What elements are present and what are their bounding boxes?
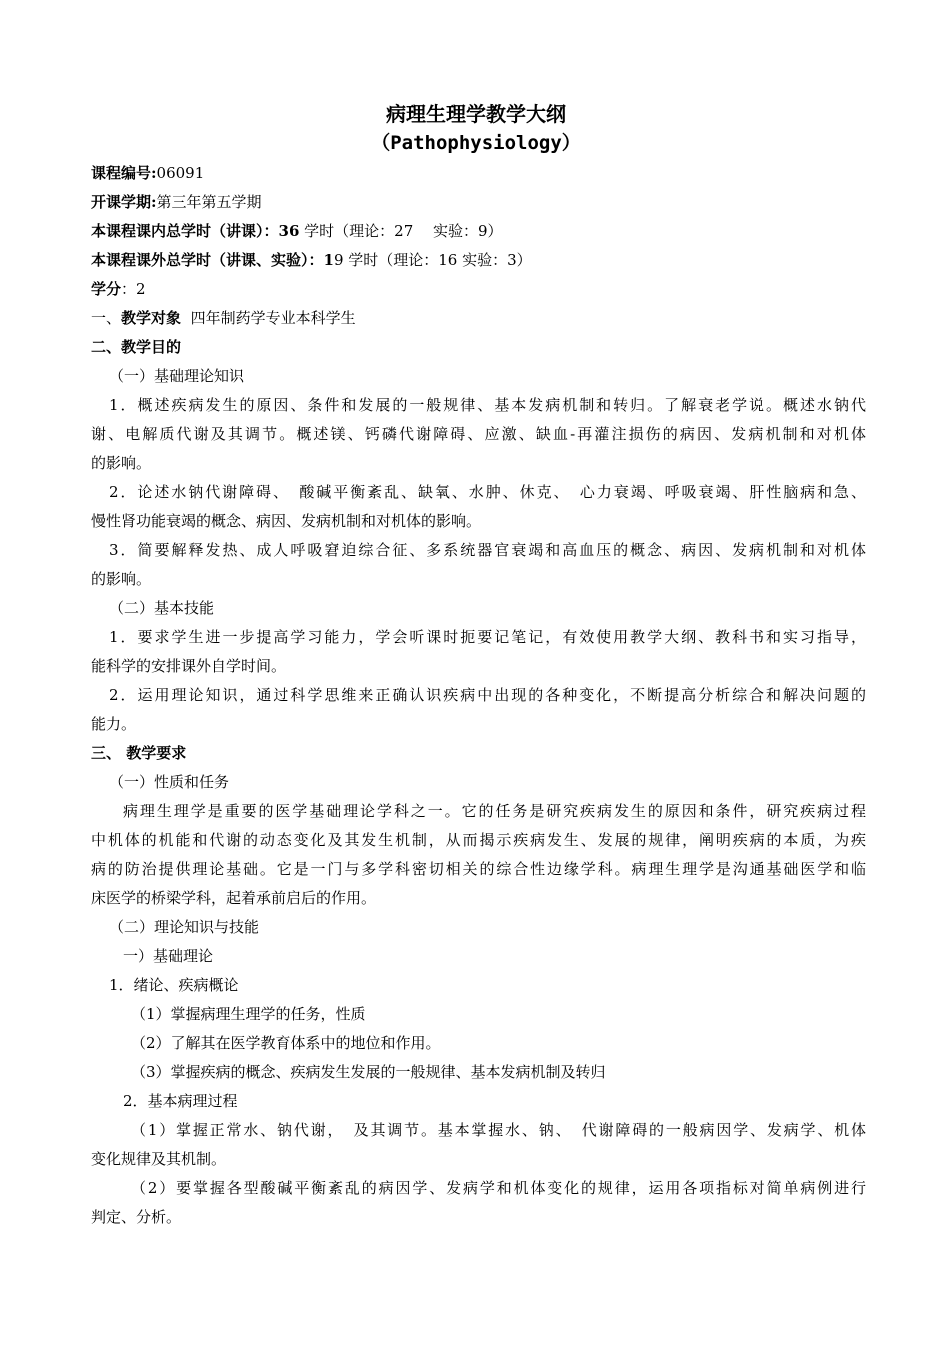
section-1-label: 教学对象 bbox=[121, 309, 182, 327]
list-item: （3）掌握疾病的概念、疾病发生发展的一般规律、基本发病机制及转归 bbox=[131, 1063, 606, 1081]
paragraph-line: 慢性肾功能衰竭的概念、病因、发病机制和对机体的影响。 bbox=[91, 512, 482, 530]
term-value: 第三年第五学期 bbox=[156, 193, 262, 211]
paragraph-line: 1．概述疾病发生的原因、条件和发展的一般规律、基本发病机制和转归。了解衰老学说。概述水钠代 bbox=[109, 396, 866, 414]
inclass-hours-line bbox=[91, 221, 866, 241]
course-code-value: 06091 bbox=[156, 164, 205, 182]
list-item: （2）要掌握各型酸碱平衡紊乱的病因学、发病学和机体变化的规律，运用各项指标对简单病例进行 bbox=[131, 1179, 866, 1197]
outclass-hours-detail: 9 学时（理论：16 实验：3） bbox=[333, 251, 532, 269]
paragraph-line: 3．简要解释发热、成人呼吸窘迫综合征、多系统器官衰竭和高血压的概念、病因、发病机制和对机体 bbox=[109, 541, 866, 559]
list-item: （1）掌握正常水、钠代谢， 及其调节。基本掌握水、钠、 代谢障碍的一般病因学、发病学、机体 bbox=[131, 1121, 866, 1139]
paragraph-line: 2．运用理论知识，通过科学思维来正确认识疾病中出现的各种变化，不断提高分析综合和解决问题的 bbox=[109, 686, 866, 704]
section-3-sub-2: （二）理论知识与技能 bbox=[109, 918, 260, 936]
inclass-hours-label: 本课程课内总学时（讲课）： bbox=[91, 222, 279, 240]
section-2-sub-1: （一）基础理论知识 bbox=[109, 367, 245, 385]
outclass-hours-line bbox=[91, 250, 866, 270]
outclass-hours-label: 本课程课外总学时（讲课、实验）： bbox=[91, 251, 324, 269]
section-3-heading-text: 三、 教学要求 bbox=[91, 744, 187, 762]
section-1-value: 四年制药学专业本科学生 bbox=[181, 309, 356, 327]
section-2-heading bbox=[91, 337, 866, 357]
section-3-heading bbox=[91, 743, 866, 763]
section-3-sub-3: 一）基础理论 bbox=[123, 947, 214, 965]
outclass-hours-value: 1 bbox=[323, 251, 334, 269]
section-1-line bbox=[91, 308, 866, 328]
list-item: （1）掌握病理生理学的任务，性质 bbox=[131, 1005, 366, 1023]
term-line bbox=[91, 192, 866, 212]
list-item: 变化规律及其机制。 bbox=[91, 1150, 227, 1168]
list-item-heading: 2．基本病理过程 bbox=[123, 1092, 238, 1110]
list-item: （2）了解其在医学教育体系中的地位和作用。 bbox=[131, 1034, 441, 1052]
course-code-label: 课程编号: bbox=[91, 164, 157, 182]
inclass-hours-detail: 学时（理论：27 实验：9） bbox=[299, 222, 503, 240]
document-subtitle: （Pathophysiology） bbox=[371, 132, 581, 154]
document-title: 病理生理学教学大纲 bbox=[386, 102, 566, 126]
paragraph-line: 谢、电解质代谢及其调节。概述镁、钙磷代谢障碍、应激、缺血-再灌注损伤的病因、发病机制和对机体 bbox=[91, 425, 866, 443]
paragraph-line: 能力。 bbox=[91, 715, 137, 733]
paragraph-line: 的影响。 bbox=[91, 570, 152, 588]
section-2-heading-text: 二、教学目的 bbox=[91, 338, 182, 356]
section-1-prefix: 一、 bbox=[91, 309, 122, 327]
credit-value: ：2 bbox=[121, 280, 146, 298]
paragraph-line: 的影响。 bbox=[91, 454, 152, 472]
paragraph-line: 中机体的机能和代谢的动态变化及其发生机制，从而揭示疾病发生、发展的规律，阐明疾病的本质，为疾 bbox=[91, 831, 866, 849]
paragraph-line: 2．论述水钠代谢障碍、 酸碱平衡紊乱、缺氧、水肿、休克、 心力衰竭、呼吸衰竭、肝性脑病和急、 bbox=[109, 483, 866, 501]
paragraph-line: 病的防治提供理论基础。它是一门与多学科密切相关的综合性边缘学科。病理生理学是沟通基础医学和临 bbox=[91, 860, 866, 878]
paragraph-line: 能科学的安排课外自学时间。 bbox=[91, 657, 287, 675]
term-label: 开课学期: bbox=[91, 193, 157, 211]
section-3-sub-1: （一）性质和任务 bbox=[109, 773, 230, 791]
paragraph-line: 1．要求学生进一步提高学习能力，学会听课时扼要记笔记，有效使用教学大纲、教科书和实习指导， bbox=[109, 628, 866, 646]
course-code-line bbox=[91, 163, 866, 183]
credit-label: 学分 bbox=[91, 280, 122, 298]
list-item: 判定、分析。 bbox=[91, 1208, 182, 1226]
paragraph-line: 床医学的桥梁学科，起着承前启后的作用。 bbox=[91, 889, 377, 907]
inclass-hours-value: 36 bbox=[278, 222, 300, 240]
section-2-sub-2: （二）基本技能 bbox=[109, 599, 215, 617]
credit-line bbox=[91, 279, 866, 299]
paragraph-line: 病理生理学是重要的医学基础理论学科之一。它的任务是研究疾病发生的原因和条件，研究疾病过程 bbox=[123, 802, 866, 820]
list-item-heading: 1．绪论、疾病概论 bbox=[109, 976, 239, 994]
